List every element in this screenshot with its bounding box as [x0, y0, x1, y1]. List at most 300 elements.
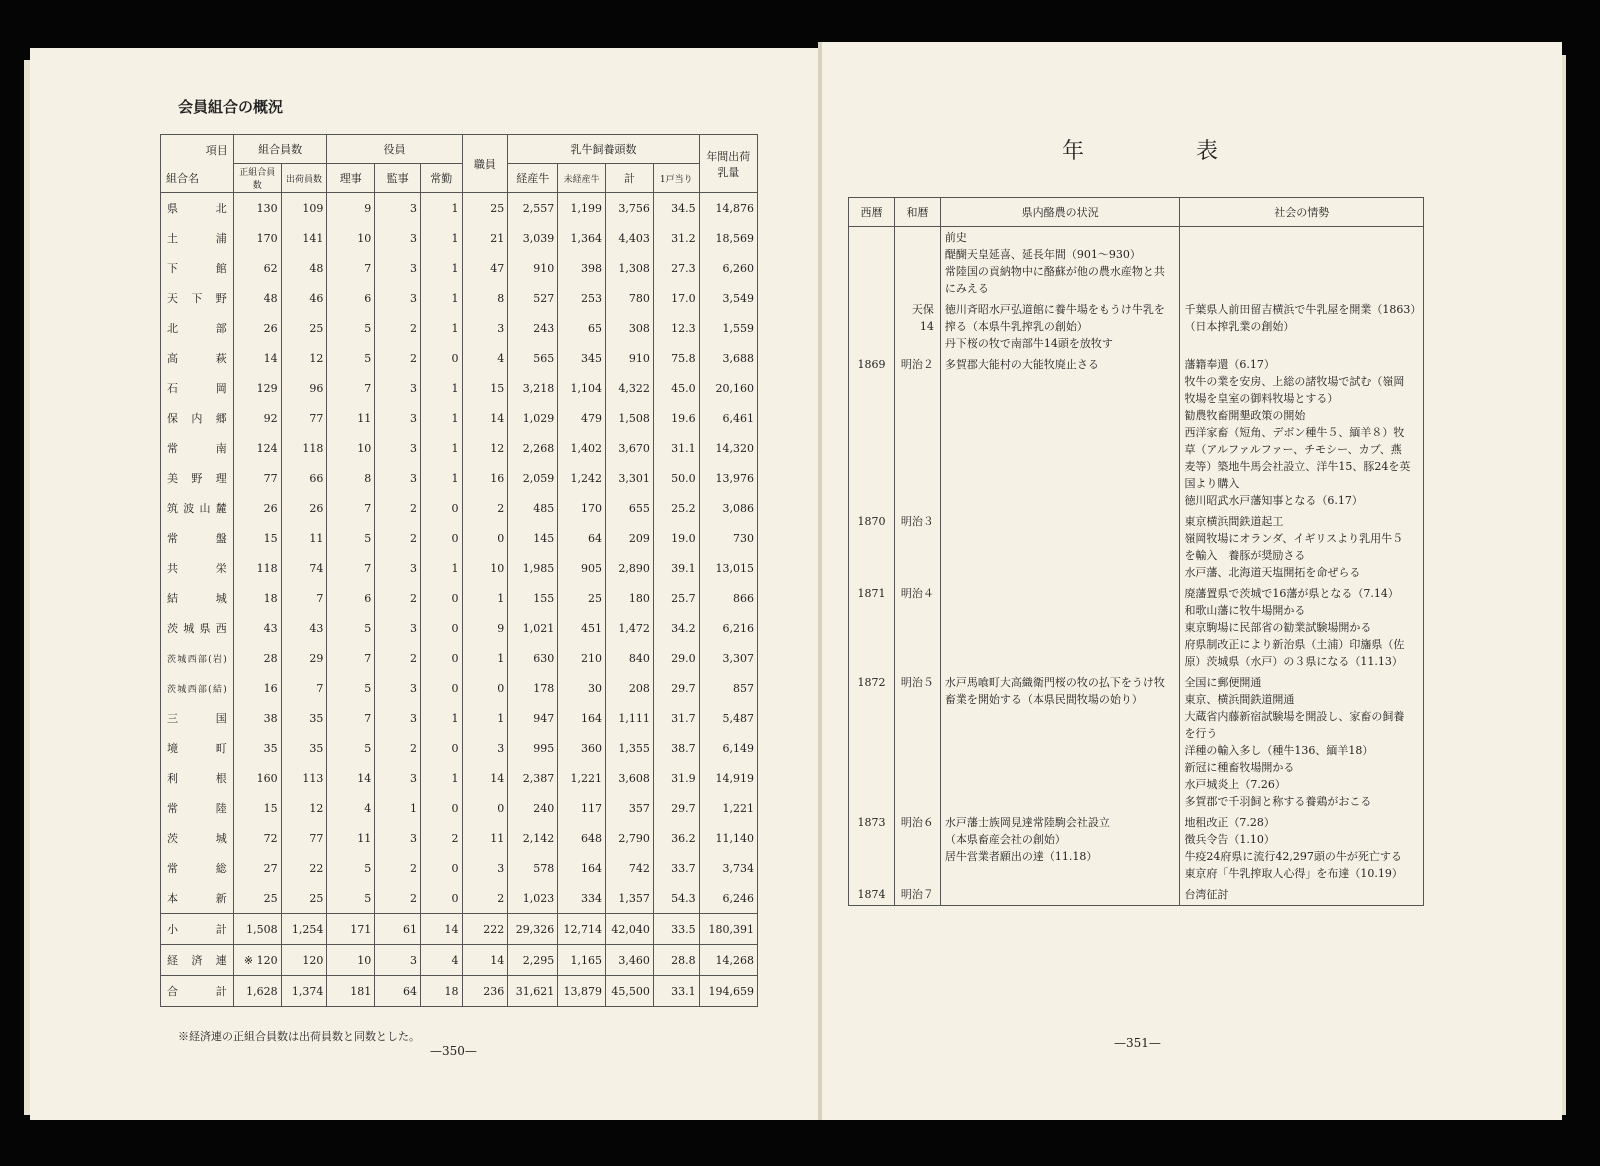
union-name-cell: 本新 [161, 883, 234, 914]
value-cell: 3 [462, 313, 508, 343]
event-line: 丹下桜の牧で南部牛14頭を放牧す [944, 337, 1113, 350]
event-line: 地租改正（7.28） [1184, 816, 1275, 829]
value-cell: 170 [558, 493, 606, 523]
union-name-cell: 筑波山麓 [161, 493, 234, 523]
chronology-title-a: 年 [1062, 139, 1085, 164]
value-cell: 43 [233, 613, 281, 643]
value-cell: 38.7 [653, 733, 699, 763]
value-cell: 3 [375, 193, 421, 224]
value-cell: 1 [420, 193, 462, 224]
value-cell: 14 [420, 914, 462, 945]
header-society: 社会の情勢 [1180, 198, 1424, 227]
value-cell: 1 [420, 223, 462, 253]
table-row [161, 403, 758, 433]
value-cell: 3 [375, 433, 421, 463]
chronology-row [849, 884, 1424, 906]
value-cell: 3,039 [508, 223, 558, 253]
value-cell: 1 [462, 583, 508, 613]
value-cell: 5 [327, 313, 375, 343]
prefecture-dairy-cell [940, 227, 1180, 300]
event-line: （日本搾乳業の創始） [1184, 320, 1295, 333]
event-line: 牧場を皇室の御料牧場とする） [1184, 392, 1339, 405]
value-cell: 398 [558, 253, 606, 283]
value-cell: 75.8 [653, 343, 699, 373]
value-cell: 145 [508, 523, 558, 553]
value-cell: 14,320 [699, 433, 757, 463]
value-cell: 34.5 [653, 193, 699, 224]
prefecture-dairy-cell [940, 299, 1180, 354]
value-cell: 14,919 [699, 763, 757, 793]
society-cell [1180, 672, 1424, 812]
prefecture-dairy-cell [940, 511, 1180, 583]
value-cell: 29 [281, 643, 327, 673]
event-line: 国より購入 [1184, 477, 1240, 490]
value-cell: 3,218 [508, 373, 558, 403]
chronology-row [849, 812, 1424, 884]
value-cell: 1 [420, 403, 462, 433]
union-name-cell: 下館 [161, 253, 234, 283]
union-name-cell: 境町 [161, 733, 234, 763]
value-cell: 31.1 [653, 433, 699, 463]
event-line: 醍醐天皇延喜、延長年間（901～930） [944, 248, 1141, 261]
value-cell: 2 [420, 823, 462, 853]
value-cell: 1 [420, 283, 462, 313]
table-row [161, 763, 758, 793]
value-cell: 0 [462, 673, 508, 703]
value-cell: 164 [558, 703, 606, 733]
western-year-cell: 1874 [849, 884, 895, 906]
value-cell: ※ 120 [233, 945, 281, 976]
value-cell: 50.0 [653, 463, 699, 493]
value-cell: 129 [233, 373, 281, 403]
value-cell: 1,104 [558, 373, 606, 403]
union-name-cell: 石岡 [161, 373, 234, 403]
value-cell: 14,876 [699, 193, 757, 224]
event-line: 台湾征討 [1184, 888, 1229, 901]
table-row [161, 493, 758, 523]
prefecture-dairy-cell [940, 884, 1180, 906]
value-cell: 1,199 [558, 193, 606, 224]
header-fulltime: 常勤 [420, 164, 462, 193]
society-cell [1180, 354, 1424, 511]
table-row [161, 553, 758, 583]
value-cell: 2,790 [606, 823, 654, 853]
value-cell: 1,023 [508, 883, 558, 914]
event-line: （本県畜産会社の創始） [944, 833, 1066, 846]
value-cell: 5 [327, 523, 375, 553]
value-cell: 1,029 [508, 403, 558, 433]
member-union-table [160, 134, 758, 1007]
value-cell: 10 [327, 433, 375, 463]
union-name-cell: 常南 [161, 433, 234, 463]
union-name-cell: 共栄 [161, 553, 234, 583]
value-cell: 96 [281, 373, 327, 403]
value-cell: 334 [558, 883, 606, 914]
value-cell: 46 [281, 283, 327, 313]
table-row [161, 193, 758, 224]
event-line: を輸入 養豚が奨励さる [1184, 549, 1306, 562]
value-cell: 1,242 [558, 463, 606, 493]
event-line: 和歌山藩に牧牛場開かる [1184, 604, 1306, 617]
header-director: 理事 [327, 164, 375, 193]
value-cell: 31,621 [508, 976, 558, 1007]
japanese-era-cell: 明治７ [894, 884, 940, 906]
value-cell: 527 [508, 283, 558, 313]
event-line: 洋種の輸入多し（種牛136、緬羊18） [1184, 744, 1374, 757]
value-cell: 5 [327, 343, 375, 373]
value-cell: 3,307 [699, 643, 757, 673]
event-line: にみえる [944, 282, 989, 295]
header-members-ship: 出荷員数 [281, 164, 327, 193]
society-cell [1180, 299, 1424, 354]
event-line: 東京、横浜間鉄道開通 [1184, 693, 1295, 706]
value-cell: 3 [462, 733, 508, 763]
value-cell: 1 [420, 313, 462, 343]
event-line: 牛疫24府県に流行42,297頭の牛が死亡する [1184, 850, 1402, 863]
event-line: 嶺岡牧場にオランダ、イギリスより乳用牛５ [1184, 532, 1404, 545]
value-cell: 164 [558, 853, 606, 883]
value-cell: 3,301 [606, 463, 654, 493]
value-cell: 7 [327, 553, 375, 583]
western-year-cell [849, 227, 895, 300]
union-name-cell: 経済連 [161, 945, 234, 976]
value-cell: 118 [281, 433, 327, 463]
value-cell: 485 [508, 493, 558, 523]
header-members: 組合員数 [233, 135, 327, 164]
chronology-row [849, 583, 1424, 672]
value-cell: 7 [327, 373, 375, 403]
value-cell: 2,142 [508, 823, 558, 853]
value-cell: 16 [233, 673, 281, 703]
value-cell: 6 [327, 583, 375, 613]
value-cell: 11 [281, 523, 327, 553]
value-cell: 4,403 [606, 223, 654, 253]
value-cell: 35 [281, 733, 327, 763]
union-name-cell: 茨城西部(結) [161, 673, 234, 703]
value-cell: 62 [233, 253, 281, 283]
value-cell: 3 [375, 703, 421, 733]
value-cell: 1 [420, 553, 462, 583]
society-cell [1180, 511, 1424, 583]
value-cell: 857 [699, 673, 757, 703]
union-name-cell: 常盤 [161, 523, 234, 553]
value-cell: 905 [558, 553, 606, 583]
value-cell: 2 [462, 493, 508, 523]
value-cell: 178 [508, 673, 558, 703]
value-cell: 357 [606, 793, 654, 823]
value-cell: 54.3 [653, 883, 699, 914]
value-cell: 4 [462, 343, 508, 373]
value-cell: 8 [462, 283, 508, 313]
value-cell: 630 [508, 643, 558, 673]
header-western-year: 西暦 [849, 198, 895, 227]
value-cell: 4 [420, 945, 462, 976]
header-annual-bottom: 乳量 [717, 165, 740, 179]
value-cell: 10 [462, 553, 508, 583]
value-cell: 2 [375, 583, 421, 613]
event-line: 東京横浜間鉄道起工 [1184, 515, 1284, 528]
value-cell: 39.1 [653, 553, 699, 583]
value-cell: 31.9 [653, 763, 699, 793]
chronology-row [849, 511, 1424, 583]
event-line: 徳川斉昭水戸弘道館に養牛場をもうけ牛乳を [944, 303, 1165, 316]
chronology-title-b: 表 [1196, 139, 1219, 164]
value-cell: 1,308 [606, 253, 654, 283]
value-cell: 18 [420, 976, 462, 1007]
header-cattle: 乳牛飼養頭数 [508, 135, 699, 164]
chronology-row [849, 354, 1424, 511]
value-cell: 3,549 [699, 283, 757, 313]
table-row [161, 733, 758, 763]
table-row [161, 883, 758, 914]
value-cell: 14 [462, 763, 508, 793]
value-cell: 15 [462, 373, 508, 403]
value-cell: 9 [327, 193, 375, 224]
value-cell: 35 [233, 733, 281, 763]
value-cell: 1,254 [281, 914, 327, 945]
value-cell: 3,460 [606, 945, 654, 976]
value-cell: 61 [375, 914, 421, 945]
chronology-table [848, 197, 1424, 906]
value-cell: 1,364 [558, 223, 606, 253]
value-cell: 0 [420, 613, 462, 643]
value-cell: 19.6 [653, 403, 699, 433]
value-cell: 13,879 [558, 976, 606, 1007]
western-year-cell: 1872 [849, 672, 895, 812]
value-cell: 3 [375, 613, 421, 643]
table-row [161, 523, 758, 553]
table-row [161, 583, 758, 613]
value-cell: 45.0 [653, 373, 699, 403]
value-cell: 2 [375, 523, 421, 553]
page-number-right: —351— [1114, 1036, 1161, 1050]
header-prefecture-dairy: 県内酪農の状況 [940, 198, 1180, 227]
value-cell: 1,221 [699, 793, 757, 823]
value-cell: 74 [281, 553, 327, 583]
value-cell: 3 [375, 403, 421, 433]
event-line: 前史 [944, 231, 967, 244]
society-cell [1180, 812, 1424, 884]
table-row [161, 945, 758, 976]
value-cell: 66 [281, 463, 327, 493]
event-line: 常陸国の貢納物中に酪蘇が他の農水産物と共 [944, 265, 1165, 278]
value-cell: 6,260 [699, 253, 757, 283]
value-cell: 28.8 [653, 945, 699, 976]
union-name-cell: 高萩 [161, 343, 234, 373]
union-name-cell: 美野理 [161, 463, 234, 493]
event-line: 廃藩置県で茨城で16藩が県となる（7.14） [1184, 587, 1399, 600]
value-cell: 34.2 [653, 613, 699, 643]
value-cell: 28 [233, 643, 281, 673]
value-cell: 1 [462, 643, 508, 673]
value-cell: 578 [508, 853, 558, 883]
page-title: 会員組合の概況 [178, 98, 284, 116]
event-line: 畜業を開始する（本県民間牧場の始り） [944, 693, 1143, 706]
value-cell: 3,670 [606, 433, 654, 463]
value-cell: 180,391 [699, 914, 757, 945]
value-cell: 2,557 [508, 193, 558, 224]
prefecture-dairy-cell [940, 354, 1180, 511]
value-cell: 117 [558, 793, 606, 823]
value-cell: 38 [233, 703, 281, 733]
value-cell: 3,756 [606, 193, 654, 224]
value-cell: 22 [281, 853, 327, 883]
value-cell: 780 [606, 283, 654, 313]
value-cell: 866 [699, 583, 757, 613]
value-cell: 12,714 [558, 914, 606, 945]
value-cell: 12 [281, 793, 327, 823]
table-row [161, 976, 758, 1007]
value-cell: 25 [281, 313, 327, 343]
event-line: 府県制改正により新治県（土浦）印旛県（佐 [1184, 638, 1405, 651]
society-cell [1180, 227, 1424, 300]
value-cell: 360 [558, 733, 606, 763]
header-officers: 役員 [327, 135, 462, 164]
value-cell: 25 [281, 883, 327, 914]
value-cell: 25 [462, 193, 508, 224]
value-cell: 124 [233, 433, 281, 463]
header-japanese-era: 和暦 [894, 198, 940, 227]
value-cell: 1,985 [508, 553, 558, 583]
value-cell: 2,059 [508, 463, 558, 493]
table-row [161, 914, 758, 945]
value-cell: 6,216 [699, 613, 757, 643]
value-cell: 15 [233, 523, 281, 553]
value-cell: 14 [462, 403, 508, 433]
header-item: 項目 [205, 143, 228, 157]
value-cell: 11 [327, 823, 375, 853]
value-cell: 170 [233, 223, 281, 253]
value-cell: 6,461 [699, 403, 757, 433]
value-cell: 29.0 [653, 643, 699, 673]
value-cell: 155 [508, 583, 558, 613]
footnote: ※経済連の正組合員数は出荷員数と同数とした。 [178, 1030, 420, 1043]
value-cell: 2 [375, 313, 421, 343]
value-cell: 655 [606, 493, 654, 523]
value-cell: 10 [327, 945, 375, 976]
value-cell: 4 [327, 793, 375, 823]
value-cell: 1 [420, 433, 462, 463]
right-page [822, 42, 1562, 1120]
value-cell: 11,140 [699, 823, 757, 853]
value-cell: 27 [233, 853, 281, 883]
value-cell: 0 [420, 673, 462, 703]
value-cell: 5 [327, 673, 375, 703]
event-line: 東京駒場に民部省の勧業試験場開かる [1184, 621, 1372, 634]
union-name-cell: 保内郷 [161, 403, 234, 433]
union-name-cell: 結城 [161, 583, 234, 613]
event-line: 麦等）築地牛馬会社設立、洋牛15、豚24を英 [1184, 460, 1411, 473]
value-cell: 7 [327, 253, 375, 283]
event-line: 水戸馬喰町大高織衛門桜の牧の払下をうけ牧 [944, 676, 1165, 689]
event-line: 多賀郡で千羽飼と称する養鶏がおこる [1184, 795, 1372, 808]
event-line: 多賀郡大能村の大能牧廃止さる [944, 358, 1099, 371]
value-cell: 118 [233, 553, 281, 583]
value-cell: 209 [606, 523, 654, 553]
value-cell: 2,268 [508, 433, 558, 463]
event-line: 水戸藩、北海道天塩開拓を命ぜらる [1184, 566, 1361, 579]
value-cell: 12.3 [653, 313, 699, 343]
value-cell: 33.7 [653, 853, 699, 883]
value-cell: 451 [558, 613, 606, 643]
value-cell: 6 [327, 283, 375, 313]
value-cell: 64 [558, 523, 606, 553]
header-mature: 経産牛 [508, 164, 558, 193]
value-cell: 3 [375, 223, 421, 253]
value-cell: 43 [281, 613, 327, 643]
value-cell: 19.0 [653, 523, 699, 553]
value-cell: 910 [606, 343, 654, 373]
value-cell: 3 [375, 945, 421, 976]
value-cell: 25.7 [653, 583, 699, 613]
event-line: 千葉県人前田留吉横浜で牛乳屋を開業（1863） [1184, 303, 1422, 316]
value-cell: 15 [233, 793, 281, 823]
value-cell: 0 [420, 733, 462, 763]
japanese-era-cell: 明治２ [894, 354, 940, 511]
value-cell: 12 [462, 433, 508, 463]
value-cell: 25.2 [653, 493, 699, 523]
union-name-cell: 茨城県西 [161, 613, 234, 643]
value-cell: 160 [233, 763, 281, 793]
value-cell: 31.7 [653, 703, 699, 733]
value-cell: 1 [420, 373, 462, 403]
prefecture-dairy-cell [940, 672, 1180, 812]
value-cell: 14 [327, 763, 375, 793]
value-cell: 210 [558, 643, 606, 673]
value-cell: 222 [462, 914, 508, 945]
value-cell: 2,387 [508, 763, 558, 793]
value-cell: 2 [375, 853, 421, 883]
table-row [161, 463, 758, 493]
value-cell: 2 [375, 643, 421, 673]
western-year-cell: 1870 [849, 511, 895, 583]
header-corner [161, 135, 234, 193]
society-cell [1180, 884, 1424, 906]
value-cell: 1,111 [606, 703, 654, 733]
value-cell: 840 [606, 643, 654, 673]
value-cell: 18,569 [699, 223, 757, 253]
western-year-cell: 1869 [849, 354, 895, 511]
value-cell: 141 [281, 223, 327, 253]
value-cell: 14 [462, 945, 508, 976]
value-cell: 12 [281, 343, 327, 373]
table-row [161, 253, 758, 283]
table-row [161, 853, 758, 883]
event-line: を行う [1184, 727, 1218, 740]
event-line: 徳川昭武水戸藩知事となる（6.17） [1184, 494, 1363, 507]
table-row [161, 703, 758, 733]
value-cell: 7 [327, 703, 375, 733]
value-cell: 25 [233, 883, 281, 914]
value-cell: 6,149 [699, 733, 757, 763]
value-cell: 130 [233, 193, 281, 224]
value-cell: 742 [606, 853, 654, 883]
value-cell: 13,015 [699, 553, 757, 583]
value-cell: 21 [462, 223, 508, 253]
value-cell: 3 [375, 553, 421, 583]
event-line: 全国に郵便開通 [1184, 676, 1262, 689]
value-cell: 0 [462, 523, 508, 553]
event-line: 新冠に種畜牧場開かる [1184, 761, 1295, 774]
event-line: 草（アルファルファー、チモシー、カブ、燕 [1184, 443, 1402, 456]
value-cell: 0 [420, 883, 462, 914]
value-cell: 17.0 [653, 283, 699, 313]
value-cell: 1,021 [508, 613, 558, 643]
event-line: 大蔵省内藤新宿試験場を開設し、家畜の飼養 [1184, 710, 1405, 723]
header-staff: 職員 [462, 135, 508, 193]
value-cell: 1,508 [606, 403, 654, 433]
value-cell: 2 [375, 883, 421, 914]
